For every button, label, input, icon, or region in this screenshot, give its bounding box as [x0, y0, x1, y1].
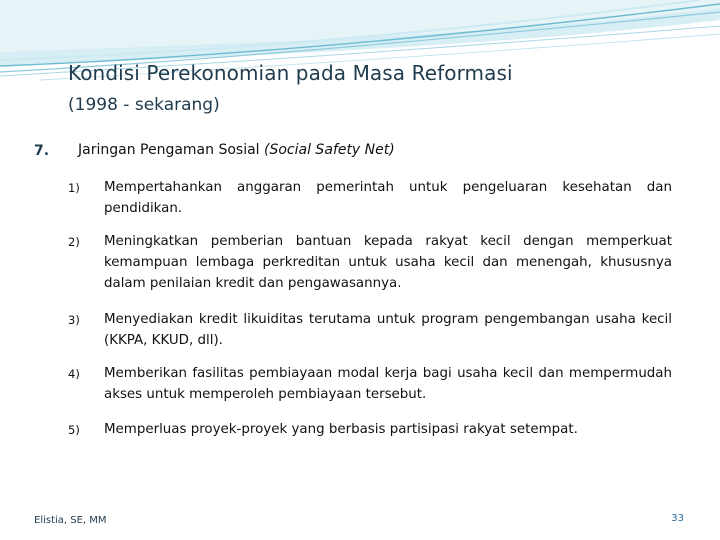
list-item-text: Memberikan fasilitas pembiayaan modal kerja bagi usaha kecil dan mempermudah akses untuk memperoleh pembiayaan tersebut.: [104, 366, 672, 402]
list-item-number: 1): [68, 181, 80, 195]
page-subtitle: (1998 - sekarang): [68, 95, 220, 115]
list-item: [68, 309, 672, 351]
section-title: [78, 142, 395, 158]
section-title-plain: Jaringan Pengaman Sosial: [78, 142, 265, 158]
list-item: [68, 231, 672, 294]
list-item-text: Mempertahankan anggaran pemerintah untuk pengeluaran kesehatan dan pendidikan.: [104, 180, 672, 216]
footer-author: Elistia, SE, MM: [34, 515, 107, 526]
list-item-number: 2): [68, 235, 80, 249]
list-item-number: 3): [68, 313, 80, 327]
list-item: [68, 177, 672, 219]
section-number: 7.: [34, 143, 50, 159]
list-item-text: Menyediakan kredit likuiditas terutama untuk program pengembangan usaha kecil (KKPA, KKUD, dll).: [104, 312, 672, 348]
list-item-text: Meningkatkan pemberian bantuan kepada rakyat kecil dengan memperkuat kemampuan lembaga perkreditan untuk usaha kecil dan menengah, khususnya dalam penilaian kredit dan pengawasannya.: [104, 234, 672, 291]
list-item: [68, 419, 672, 441]
list-item: [68, 363, 672, 405]
page-number: 33: [671, 513, 684, 524]
list-item-text: Memperluas proyek-proyek yang berbasis partisipasi rakyat setempat.: [104, 422, 578, 437]
list-item-number: 4): [68, 367, 80, 381]
list-item-number: 5): [68, 423, 80, 437]
page-title: Kondisi Perekonomian pada Masa Reformasi: [68, 61, 513, 85]
section-title-italic: (Social Safety Net): [264, 142, 395, 158]
